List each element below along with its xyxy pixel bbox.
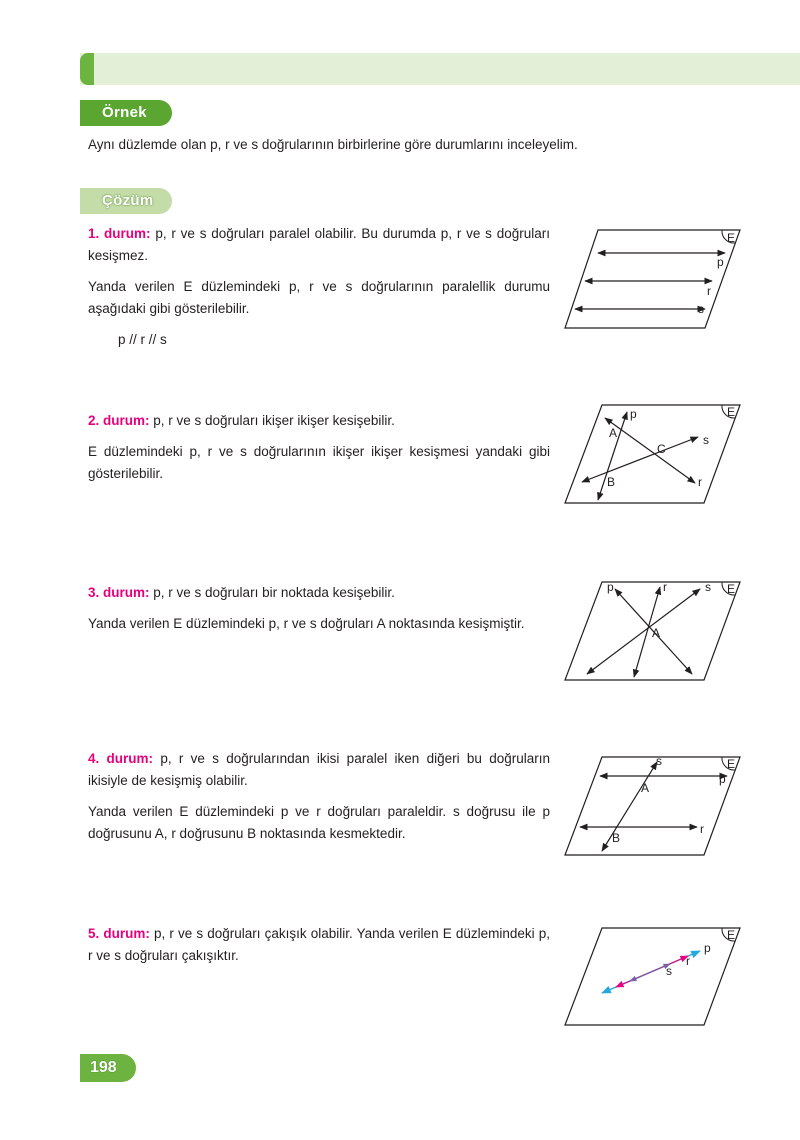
line-r [605, 418, 695, 483]
label-s: s [705, 580, 711, 594]
line-s [587, 589, 700, 674]
plane-e-4 [565, 757, 740, 855]
cozum-label: Çözüm [80, 188, 172, 214]
plane-e-2 [565, 405, 740, 503]
point-label-a: A [652, 626, 661, 640]
label-s: s [698, 302, 704, 316]
label-r: r [686, 954, 690, 968]
plane-label-e: E [727, 928, 736, 942]
case-2-title: 2. durum: [88, 413, 150, 428]
plane-label-e: E [727, 405, 736, 419]
case-4-detail: Yanda verilen E düzlemindeki p ve r doğruları paraleldir. s doğrusu ile p doğrusunu A, r doğrusunu B noktasında kesmektedir. [88, 804, 550, 841]
case-3 [88, 582, 550, 644]
case-1-text: p, r ve s doğruları paralel olabilir. Bu durumda p, r ve s doğruları kesişmez. [88, 226, 550, 263]
label-r: r [707, 284, 711, 298]
point-label-b: B [612, 831, 621, 845]
figure-single-point-intersection [560, 577, 745, 687]
case-2-text: p, r ve s doğruları ikişer ikişer kesişebilir. [149, 413, 395, 428]
case-4-text: p, r ve s doğrularından ikisi paralel iken diğeri bu doğruların ikisiyle de kesişmiş olabilir. [88, 751, 550, 788]
figure-parallel-lines [560, 225, 745, 335]
figure-pairwise-intersections [560, 400, 745, 510]
case-2-detail: E düzlemindeki p, r ve s doğrularının ikişer ikişer kesişmesi yandaki gibi gösterilebilir. [88, 444, 550, 481]
ornek-label: Örnek [80, 100, 172, 126]
point-label-a: A [609, 426, 618, 440]
label-s: s [656, 754, 662, 768]
label-p: p [717, 255, 724, 269]
label-r: r [698, 475, 702, 489]
intro-text: Aynı düzlemde olan p, r ve s doğrularının birbirlerine göre durumlarını inceleyelim. [88, 137, 578, 152]
line-s [630, 964, 670, 981]
case-5-title: 5. durum: [88, 926, 150, 941]
case-3-title: 3. durum: [88, 585, 150, 600]
plane-e-1 [565, 230, 740, 328]
figure-parallel-with-transversal [560, 752, 745, 862]
plane-label-e: E [727, 582, 736, 596]
label-s: s [666, 964, 672, 978]
point-label-b: B [607, 475, 616, 489]
case-1-relation: p // r // s [118, 332, 167, 347]
case-2 [88, 410, 550, 494]
label-p: p [704, 941, 711, 955]
label-p: p [719, 772, 726, 786]
label-r: r [663, 580, 667, 594]
label-p: p [630, 407, 637, 421]
case-5-text: p, r ve s doğruları çakışık olabilir. Yanda verilen E düzlemindeki p, r ve s doğruları çakışıktır. [88, 926, 550, 963]
case-4 [88, 748, 550, 854]
case-1 [88, 223, 550, 360]
label-s: s [703, 433, 709, 447]
label-r: r [700, 822, 704, 836]
plane-label-e: E [727, 757, 736, 771]
plane-label-e: E [727, 231, 736, 245]
header-bar [80, 53, 800, 85]
point-label-c: C [657, 442, 666, 456]
case-5 [88, 923, 550, 976]
plane-e-5 [565, 928, 740, 1025]
case-3-detail: Yanda verilen E düzlemindeki p, r ve s doğruları A noktasında kesişmiştir. [88, 616, 525, 631]
header-bar-accent [80, 53, 94, 85]
page-number: 198 [80, 1054, 136, 1082]
case-1-detail: Yanda verilen E düzlemindeki p, r ve s doğrularının paralellik durumu aşağıdaki gibi gösterilebilir. [88, 279, 550, 316]
case-1-title: 1. durum: [88, 226, 151, 241]
case-4-title: 4. durum: [88, 751, 154, 766]
label-p: p [607, 580, 614, 594]
case-3-text: p, r ve s doğruları bir noktada kesişebilir. [149, 585, 395, 600]
point-label-a: A [641, 781, 650, 795]
line-s [602, 762, 657, 851]
figure-coincident-lines [560, 925, 745, 1030]
